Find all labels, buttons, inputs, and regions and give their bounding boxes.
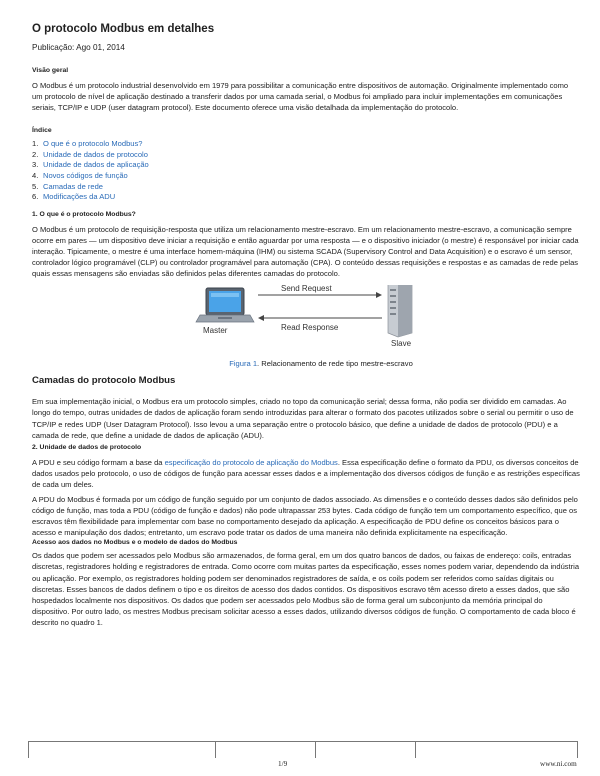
- footer-rule: [28, 741, 578, 742]
- footer-divider: [28, 741, 29, 758]
- master-slave-figure: [32, 285, 580, 359]
- index-link-2[interactable]: Unidade de dados de protocolo: [43, 149, 148, 159]
- access-paragraph: Os dados que podem ser acessados pelo Modbus são armazenados, de forma geral, em um dos quatro bancos de dados, ou faixas de endereço: coils, entradas discretas, registradores holding e registradores de entrada. Como ocorre com muitas partes da especificação, esses nomes podem variar, dependendo da indústria ou aplicação. Por exemplo, os registradores holding podem ser denominados registradores de saída, e os coils podem ser referidos como saídas digitais ou discretas. Esses bancos de dados definem o tipo e os direitos de acesso dos dados contidos. Os dispositivos escravo têm acesso direto a esses dados, que são hospedados localmente nos dispositivos. Os dados que podem ser acessados pelo Modbus são de forma geral um subconjunto da memória principal do dispositivo. Por outro lado, os mestres Modbus precisam solicitar acesso a esses dados, utilizando diversos códigos de função. O comportamento de cada bloco é descrito no quadro 1.: [32, 551, 580, 627]
- footer-divider: [215, 741, 216, 758]
- document-page: [32, 22, 580, 628]
- layers-paragraph: Em sua implementação inicial, o Modbus era um protocolo simples, criado no topo da comunicação serial; dessa forma, não podia ser dividido em camadas. Ao longo do tempo, outras unidades de dados de aplicação foram sendo introduzidas para alterar o formato dos pacotes utilizados sobre o serial ou permitir o uso de TCP/IP e redes UDP (User Datagram Protocol). Isso levou a uma separação entre o protocolo básico, que define a unidade de dados de protocolo (PDU) e a camada de rede, que define a unidade de dados de aplicação (ADU).: [32, 397, 574, 440]
- overview-paragraph: O Modbus é um protocolo industrial desenvolvido em 1979 para possibilitar a comunicação entre dispositivos de automação. Originalmente implementado como um protocolo de nível de aplicação destinado a transferir dados por uma camada serial, o Modbus foi ampliado para incluir implementações em comunicações seriais, TCP/IP e UDP (user datagram protocol). Este documento oferece uma visão detalhada da implementação do protocolo.: [32, 81, 569, 113]
- overview-heading: Visão geral: [32, 67, 69, 74]
- index-link-4[interactable]: Novos códigos de função: [43, 171, 128, 181]
- index-item[interactable]: 6. Modificações da ADU: [32, 192, 116, 202]
- read-response-label: Read Response: [281, 323, 339, 333]
- page-number: 1/9: [278, 760, 288, 768]
- index-item[interactable]: 4. Novos códigos de função: [32, 171, 128, 181]
- master-label: Master: [203, 326, 228, 336]
- section2-paragraph-1: A PDU e seu código formam a base da especificação do protocolo de aplicação do Modbus. Essa especificação define o formato da PDU, os diversos conceitos de dados usados pelo protocolo, o uso de códigos de função para acessar esses dados e a implementação dos diversos códigos de função e as restrições específicas de cada um deles.: [32, 457, 580, 489]
- index-item[interactable]: 3. Unidade de dados de aplicação: [32, 160, 149, 170]
- slave-label: Slave: [391, 339, 412, 349]
- index-heading: Índice: [32, 127, 52, 135]
- index-link-1[interactable]: O que é o protocolo Modbus?: [43, 139, 143, 149]
- publication-date: Publicação: Ago 01, 2014: [32, 43, 125, 52]
- server-icon: [388, 285, 412, 337]
- laptop-icon: [196, 288, 254, 322]
- network-diagram: [32, 285, 580, 359]
- section1-paragraph: O Modbus é um protocolo de requisição-resposta que utiliza um relacionamento mestre-escravo. Em um relacionamento mestre-escravo, a comunicação sempre ocorre em pares — um dispositivo deve iniciar a requisição e então aguardar por uma resposta — e o dispositivo iniciador (o mestre) é responsável por iniciar cada interação. Tipicamente, o mestre é uma interface homem-máquina (IHM) ou sistema SCADA (Supervisory Control and Data Acquisition) e o escravo é um sensor, controlador lógico programável (CLP) ou controlador programável para automação (CPA). O conteúdo dessas requisições e respostas e as camadas de rede pelas quais essas mensagens são enviadas são definidos pelas diferentes camadas do protocolo.: [32, 224, 579, 279]
- figure-caption: Figura 1. Relacionamento de rede tipo mestre-escravo: [229, 359, 413, 369]
- index-item[interactable]: 2. Unidade de dados de protocolo: [32, 149, 148, 159]
- modbus-spec-link[interactable]: especificação do protocolo de aplicação do Modbus: [164, 457, 338, 467]
- section2-heading: 2. Unidade de dados de protocolo: [32, 443, 142, 451]
- figure-caption-link[interactable]: Figura 1: [229, 359, 258, 369]
- section1-heading: 1. O que é o protocolo Modbus?: [32, 210, 136, 218]
- read-arrowhead-icon: [258, 315, 264, 321]
- footer-divider: [415, 741, 416, 758]
- index-list: [32, 139, 580, 203]
- page-title: O protocolo Modbus em detalhes: [32, 23, 215, 35]
- layers-heading: Camadas do protocolo Modbus: [32, 375, 176, 387]
- footer-divider: [577, 741, 578, 758]
- send-request-label: Send Request: [281, 285, 332, 294]
- footer-divider: [315, 741, 316, 758]
- index-link-3[interactable]: Unidade de dados de aplicação: [43, 160, 149, 170]
- send-arrowhead-icon: [376, 292, 382, 298]
- index-item[interactable]: 5. Camadas de rede: [32, 181, 103, 191]
- access-heading: Acesso aos dados no Modbus e o modelo de dados do Modbus: [32, 539, 238, 547]
- section2-paragraph-2: A PDU do Modbus é formada por um código de função seguido por um conjunto de dados associado. As dimensões e o conteúdo desses dados são definidos pelo código de função, mas toda a PDU (código de função e dados) não pode ultrapassar 253 bytes. Cada código de função tem um comportamento específico, que os escravos têm flexibilidade para implementar com base no comportamento desejado da aplicação. A especificação de PDU define os conceitos básicos para o acesso e manipulação dos dados; entretanto, um escravo pode tratar os dados de uma maneira não definida explicitamente na especificação.: [32, 494, 578, 538]
- index-item[interactable]: 1. O que é o protocolo Modbus?: [32, 139, 143, 149]
- index-link-6[interactable]: Modificações da ADU: [43, 192, 116, 202]
- footer-site: www.ni.com: [540, 760, 577, 768]
- index-link-5[interactable]: Camadas de rede: [43, 181, 103, 191]
